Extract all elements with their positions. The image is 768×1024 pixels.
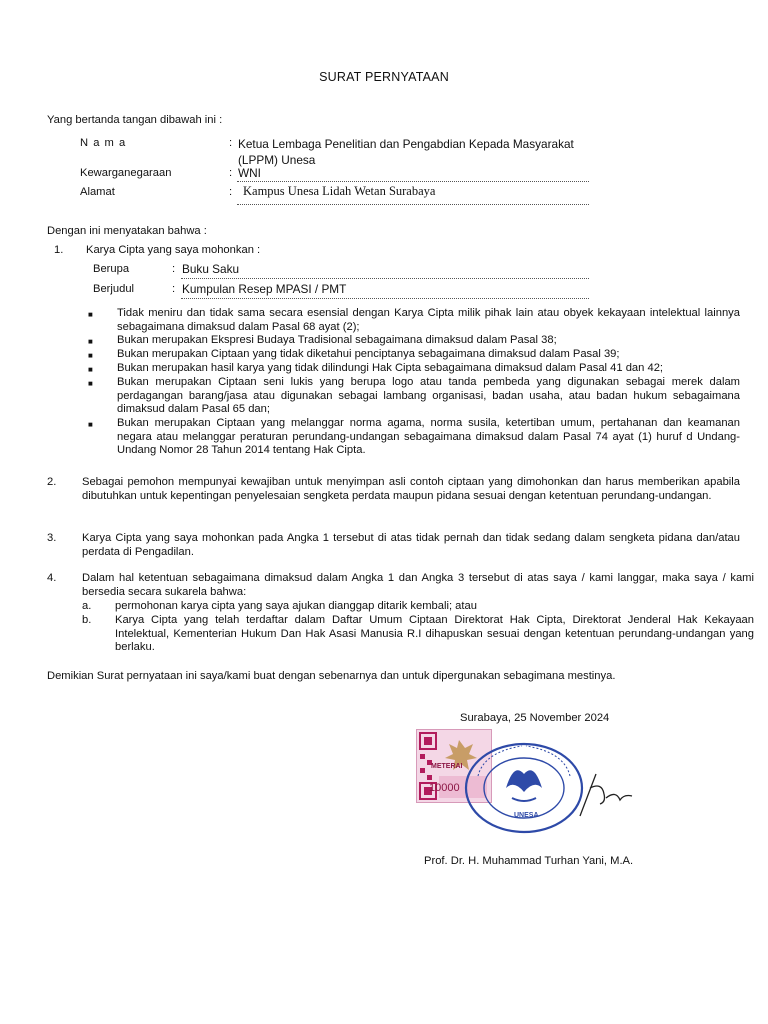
bullet-marker: ■	[88, 351, 93, 360]
document-title: SURAT PERNYATAAN	[319, 70, 449, 84]
signer-name: Prof. Dr. H. Muhammad Turhan Yani, M.A.	[424, 855, 634, 867]
intro-text: Yang bertanda tangan dibawah ini :	[47, 114, 223, 126]
bullet-marker: ■	[88, 365, 93, 374]
nama-colon: :	[229, 137, 233, 149]
nama-value-line2: (LPPM) Unesa	[238, 153, 316, 167]
item3-number: 3.	[47, 532, 57, 544]
item2-text: Sebagai pemohon mempunyai kewajiban untuk menyimpan asli contoh ciptaan yang dimohonkan dan harus memberikan apabila dibutuhkan untuk kepentingan penyelesaian sengketa perdata maupun pidana sesuai dengan ketentuan perundang-undangan.	[82, 476, 740, 502]
bullet-text-5: Bukan merupakan Ciptaan seni lukis yang berupa logo atau tanda pembeda yang digunakan sebagai merek dalam perdagangan barang/jasa atau digunakan sebagai lambang organisasi, badan usaha, atau badan hukum sebagaimana dimaksud dalam Pasal 65 dan;	[117, 376, 740, 416]
item4-b-text: Karya Cipta yang telah terdaftar dalam Daftar Umum Ciptaan Direktorat Hak Cipta, Direktorat Jenderal Hak Kekayaan Intelektual, Kementerian Hukum Dan Hak Asasi Manusia R.I dihapuskan sesuai dengan ketentuan perundang-undangan yang berlaku.	[115, 614, 754, 654]
bullet-text-3: Bukan merupakan Ciptaan yang tidak diketahui penciptanya sebagaimana dimaksud dalam Pasal 39;	[117, 348, 620, 360]
statement-intro: Dengan ini menyatakan bahwa :	[47, 225, 207, 237]
materai-label: METERAI	[431, 763, 463, 770]
bullet-marker: ■	[88, 337, 93, 346]
item4-a-label: a.	[82, 600, 92, 612]
item1-text: Karya Cipta yang saya mohonkan :	[86, 244, 261, 256]
closing-text: Demikian Surat pernyataan ini saya/kami buat dengan sebenarnya dan untuk dipergunakan sebagimana mestinya.	[47, 670, 616, 682]
alamat-value: Kampus Unesa Lidah Wetan Surabaya	[243, 184, 436, 198]
bullet-marker: ■	[88, 379, 93, 388]
berupa-colon: :	[172, 263, 176, 275]
alamat-dotted-line	[237, 204, 589, 205]
bullet-marker: ■	[88, 420, 93, 429]
berupa-label: Berupa	[93, 263, 130, 275]
item3-text: Karya Cipta yang saya mohonkan pada Angka 1 tersebut di atas tidak pernah dan tidak sedang dalam sengketa pidana dan/atau perdata di Pengadilan.	[82, 532, 740, 558]
berjudul-dotted-line	[181, 298, 589, 299]
alamat-colon: :	[229, 186, 233, 198]
handwritten-signature	[566, 768, 638, 820]
place-date: Surabaya, 25 November 2024	[460, 712, 610, 724]
bullet-text-4: Bukan merupakan hasil karya yang tidak dilindungi Hak Cipta sebagaimana dimaksud dalam Pasal 41 dan 42;	[117, 362, 664, 374]
nama-value-line1: Ketua Lembaga Penelitian dan Pengabdian Kepada Masyarakat	[238, 137, 574, 151]
item4-b-label: b.	[82, 614, 92, 626]
nama-label: N a m a	[80, 137, 127, 149]
berupa-value: Buku Saku	[182, 262, 240, 276]
item4-text: Dalam hal ketentuan sebagaimana dimaksud dalam Angka 1 dan Angka 3 tersebut di atas saya / kami langgar, maka saya / kami bersedia secara sukarela bahwa:	[82, 572, 754, 598]
berjudul-label: Berjudul	[93, 283, 135, 295]
berjudul-value: Kumpulan Resep MPASI / PMT	[182, 282, 347, 296]
berupa-dotted-line	[181, 278, 589, 279]
bullet-marker: ■	[88, 310, 93, 319]
seal-text: UNESA	[514, 812, 539, 819]
berjudul-colon: :	[172, 283, 176, 295]
kewarganegaraan-dotted-line	[237, 181, 589, 182]
alamat-label: Alamat	[80, 186, 115, 198]
kewarganegaraan-value: WNI	[238, 166, 261, 180]
item2-number: 2.	[47, 476, 57, 488]
bullet-text-1: Tidak meniru dan tidak sama secara esensial dengan Karya Cipta milik pihak lain atau obyek kekayaan intelektual lainnya sebagaimana dimaksud dalam Pasal 68 ayat (2);	[117, 307, 740, 333]
kewarganegaraan-colon: :	[229, 167, 233, 179]
item4-number: 4.	[47, 572, 57, 584]
bullet-text-6: Bukan merupakan Ciptaan yang melanggar norma agama, norma susila, ketertiban umum, pertahanan dan keamanan negara atau melanggar peraturan perundang-undangan sebagaimana dimaksud dalam Pasal 74 ayat (1) huruf d Undang-Undang Nomor 28 Tahun 2014 tentang Hak Cipta.	[117, 417, 740, 457]
materai-value: 10000	[429, 782, 460, 794]
bullet-text-2: Bukan merupakan Ekspresi Budaya Tradisional sebagaimana dimaksud dalam Pasal 38;	[117, 334, 557, 346]
item4-a-text: permohonan karya cipta yang saya ajukan dianggap ditarik kembali; atau	[115, 600, 477, 612]
item1-number: 1.	[54, 244, 64, 256]
kewarganegaraan-label: Kewarganegaraan	[80, 167, 172, 179]
